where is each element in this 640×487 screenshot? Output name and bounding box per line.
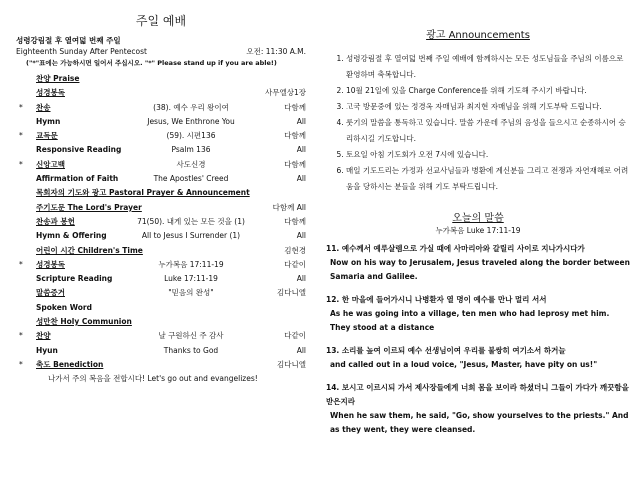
- week-english: Eighteenth Sunday After Pentecost: [16, 47, 147, 56]
- week-korean: 성령강림절 후 열여덟 번째 주일: [16, 36, 121, 45]
- worship-item-label: 찬송: [36, 102, 51, 112]
- worship-row: [16, 86, 306, 100]
- sermon-title: 오늘의 말씀: [452, 213, 504, 224]
- verse: [326, 293, 630, 335]
- worship-item-detail: 사도신경: [176, 159, 206, 169]
- verse-english: and called out in a loud voice, "Jesus, Master, have pity on us!": [330, 360, 598, 369]
- worship-item-detail: 71(50). 내게 있는 모든 것을 (1): [137, 216, 245, 226]
- worship-row: [16, 344, 306, 358]
- worship-item-label: 성경봉독: [36, 88, 65, 98]
- worship-row: [16, 115, 306, 129]
- worship-item-leader: 다같이: [284, 331, 306, 341]
- worship-item-label: 성만찬 Holy Communion: [36, 317, 132, 327]
- worship-item-leader: 김현경: [284, 245, 306, 255]
- worship-item-label: 신앙고백: [36, 159, 65, 169]
- worship-item-detail: 누가복음 17:11-19: [158, 259, 224, 269]
- announcement-item: 1. 성령강림절 후 열여덟 번째 주일 예배에 함께하시는 모든 성도님들을 주님의 이름으로 환영하며 축복합니다.: [346, 51, 630, 83]
- announcement-item: 6. 매일 기도드리는 가정과 선교사님들과 병환에 계신분들 그리고 전쟁과 자연재해로 어려움을 당하시는 분들을 위해 기도 부탁드립니다.: [346, 163, 630, 195]
- worship-item-leader: 다함께 All: [272, 202, 306, 212]
- worship-item-label: 말씀증거: [36, 288, 65, 298]
- worship-item-leader: All: [296, 145, 306, 155]
- verse-english: Now on his way to Jerusalem, Jesus traveled along the border between Samaria and Galilee.: [330, 258, 630, 281]
- sermon-reference: 누가복음 Luke 17:11-19: [435, 226, 521, 235]
- standing-mark: *: [19, 159, 23, 169]
- worship-item-label: Scripture Reading: [36, 274, 113, 284]
- announcement-item: 5. 토요일 아침 기도회가 오전 7시에 있습니다.: [346, 147, 630, 163]
- worship-row: [16, 229, 306, 243]
- worship-item-detail: (38). 예수 우리 왕이여: [153, 102, 229, 112]
- worship-item-detail: Luke 17:11-19: [164, 274, 218, 284]
- worship-item-leader: All: [296, 274, 306, 284]
- worship-item-detail: "믿음의 완성": [168, 288, 214, 298]
- worship-row: [16, 129, 306, 143]
- week-line: [16, 46, 306, 57]
- worship-item-label: 어린이 시간 Children's Time: [36, 245, 143, 255]
- worship-row: [16, 244, 306, 258]
- worship-item-label: 축도 Benediction: [36, 359, 104, 369]
- standing-note: ("*"표에는 가능하시면 일어서 주십시오. "*" Please stand up if you are able!): [26, 59, 277, 67]
- worship-title: 주일 예배: [135, 14, 187, 28]
- verse-english: As he was going into a village, ten men who had leprosy met him. They stood at a distance: [330, 309, 610, 332]
- standing-mark: *: [19, 331, 23, 341]
- worship-row: [16, 143, 306, 157]
- worship-row: [16, 258, 306, 272]
- worship-row: [16, 158, 306, 172]
- standing-mark: *: [19, 259, 23, 269]
- worship-item-detail: All to Jesus I Surrender (1): [141, 231, 241, 241]
- worship-item-leader: 다함께: [284, 102, 306, 112]
- worship-item-label: Hymn & Offering: [36, 231, 107, 241]
- verse-korean: 11. 예수께서 예루살렘으로 가실 때에 사마리아와 갈릴리 사이로 지나가시다가: [326, 244, 585, 253]
- worship-item-detail: Thanks to God: [163, 345, 219, 355]
- worship-row: [16, 186, 306, 200]
- worship-row: [16, 315, 306, 329]
- worship-item-detail: Psalm 136: [171, 145, 211, 155]
- worship-row: [16, 72, 306, 86]
- worship-item-leader: All: [296, 345, 306, 355]
- scripture-text: [326, 242, 630, 437]
- worship-row: [16, 101, 306, 115]
- worship-item-label: Hyun: [36, 345, 58, 355]
- worship-row: [16, 372, 306, 386]
- worship-item-label: Affirmation of Faith: [36, 174, 119, 184]
- worship-item-label: 교독문: [36, 131, 58, 141]
- verse: [326, 242, 630, 284]
- verse: [326, 344, 630, 372]
- worship-item-label: 성경봉독: [36, 259, 65, 269]
- worship-item-leader: 사무엘상1장: [265, 88, 306, 98]
- worship-row: [16, 201, 306, 215]
- worship-item-leader: 다함께: [284, 159, 306, 169]
- worship-item-label: 찬양: [36, 331, 51, 341]
- verse-korean: 12. 한 마을에 들어가시니 나병환자 열 명이 예수를 만나 멀리 서서: [326, 295, 547, 304]
- worship-item-label: Spoken Word: [36, 302, 92, 312]
- worship-item-leader: 다함께: [284, 216, 306, 226]
- worship-row: [16, 172, 306, 186]
- announcement-list: [326, 51, 630, 195]
- worship-item-leader: 다함께: [284, 131, 306, 141]
- worship-item-label: 목회자의 기도와 광고 Pastoral Prayer & Announcement: [36, 188, 250, 198]
- announcement-item: 2. 10월 21일에 있을 Charge Conference를 위해 기도해 주시기 바랍니다.: [346, 83, 630, 99]
- worship-item-label: 찬송과 봉헌: [36, 216, 75, 226]
- worship-item-detail: Jesus, We Enthrone You: [147, 116, 235, 126]
- worship-item-label: 찬양 Praise: [36, 74, 80, 83]
- standing-mark: *: [19, 359, 23, 369]
- announcement-item: 3. 고국 방문중에 있는 정경옥 자매님과 최지현 자매님을 위해 기도부탁 드립니다.: [346, 99, 630, 115]
- verse-english: When he saw them, he said, "Go, show yourselves to the priests." And as they went, they were cleansed.: [330, 411, 629, 434]
- worship-item-label: 나가서 주의 복음을 전합시다! Let's go out and evangelizes!: [48, 374, 258, 384]
- announcements-title: 광고 Announcements: [426, 30, 530, 41]
- verse: [326, 381, 630, 437]
- service-time: 오전: 11:30 A.M.: [246, 47, 306, 56]
- worship-item-label: Responsive Reading: [36, 145, 122, 155]
- verse-korean: 13. 소리를 높여 이르되 예수 선생님이여 우리를 불쌍히 여기소서 하거늘: [326, 346, 566, 355]
- worship-row: [16, 272, 306, 286]
- order-of-worship: [16, 10, 306, 387]
- worship-item-leader: All: [296, 231, 306, 241]
- worship-item-label: Hymn: [36, 116, 61, 126]
- worship-row: [16, 215, 306, 229]
- verse-korean: 14. 보시고 이르시되 가서 제사장들에게 너희 몸을 보이라 하셨더니 그들이 가다가 깨끗함을 받은지라: [326, 383, 629, 406]
- standing-mark: *: [19, 102, 23, 112]
- right-column: [326, 22, 630, 446]
- worship-item-label: 주기도문 The Lord's Prayer: [36, 202, 142, 212]
- worship-item-leader: All: [296, 116, 306, 126]
- standing-mark: *: [19, 131, 23, 141]
- worship-item-detail: 날 구원하신 주 감사: [158, 331, 224, 341]
- worship-row: [16, 301, 306, 315]
- worship-item-leader: All: [296, 174, 306, 184]
- worship-row: [16, 329, 306, 343]
- worship-row: [16, 358, 306, 372]
- worship-row: [16, 286, 306, 300]
- worship-item-detail: The Apostles' Creed: [153, 174, 229, 184]
- worship-item-leader: 다같이: [284, 259, 306, 269]
- worship-item-detail: (59). 시편136: [166, 131, 216, 141]
- worship-item-leader: 김다니엘: [277, 288, 306, 298]
- worship-rows: [16, 72, 306, 387]
- worship-item-leader: 김다니엘: [277, 359, 306, 369]
- announcement-item: 4. 룻기의 말씀을 통독하고 있습니다. 말씀 가운데 주님의 음성을 들으시고 순종하시어 승리하시길 기도합니다.: [346, 115, 630, 147]
